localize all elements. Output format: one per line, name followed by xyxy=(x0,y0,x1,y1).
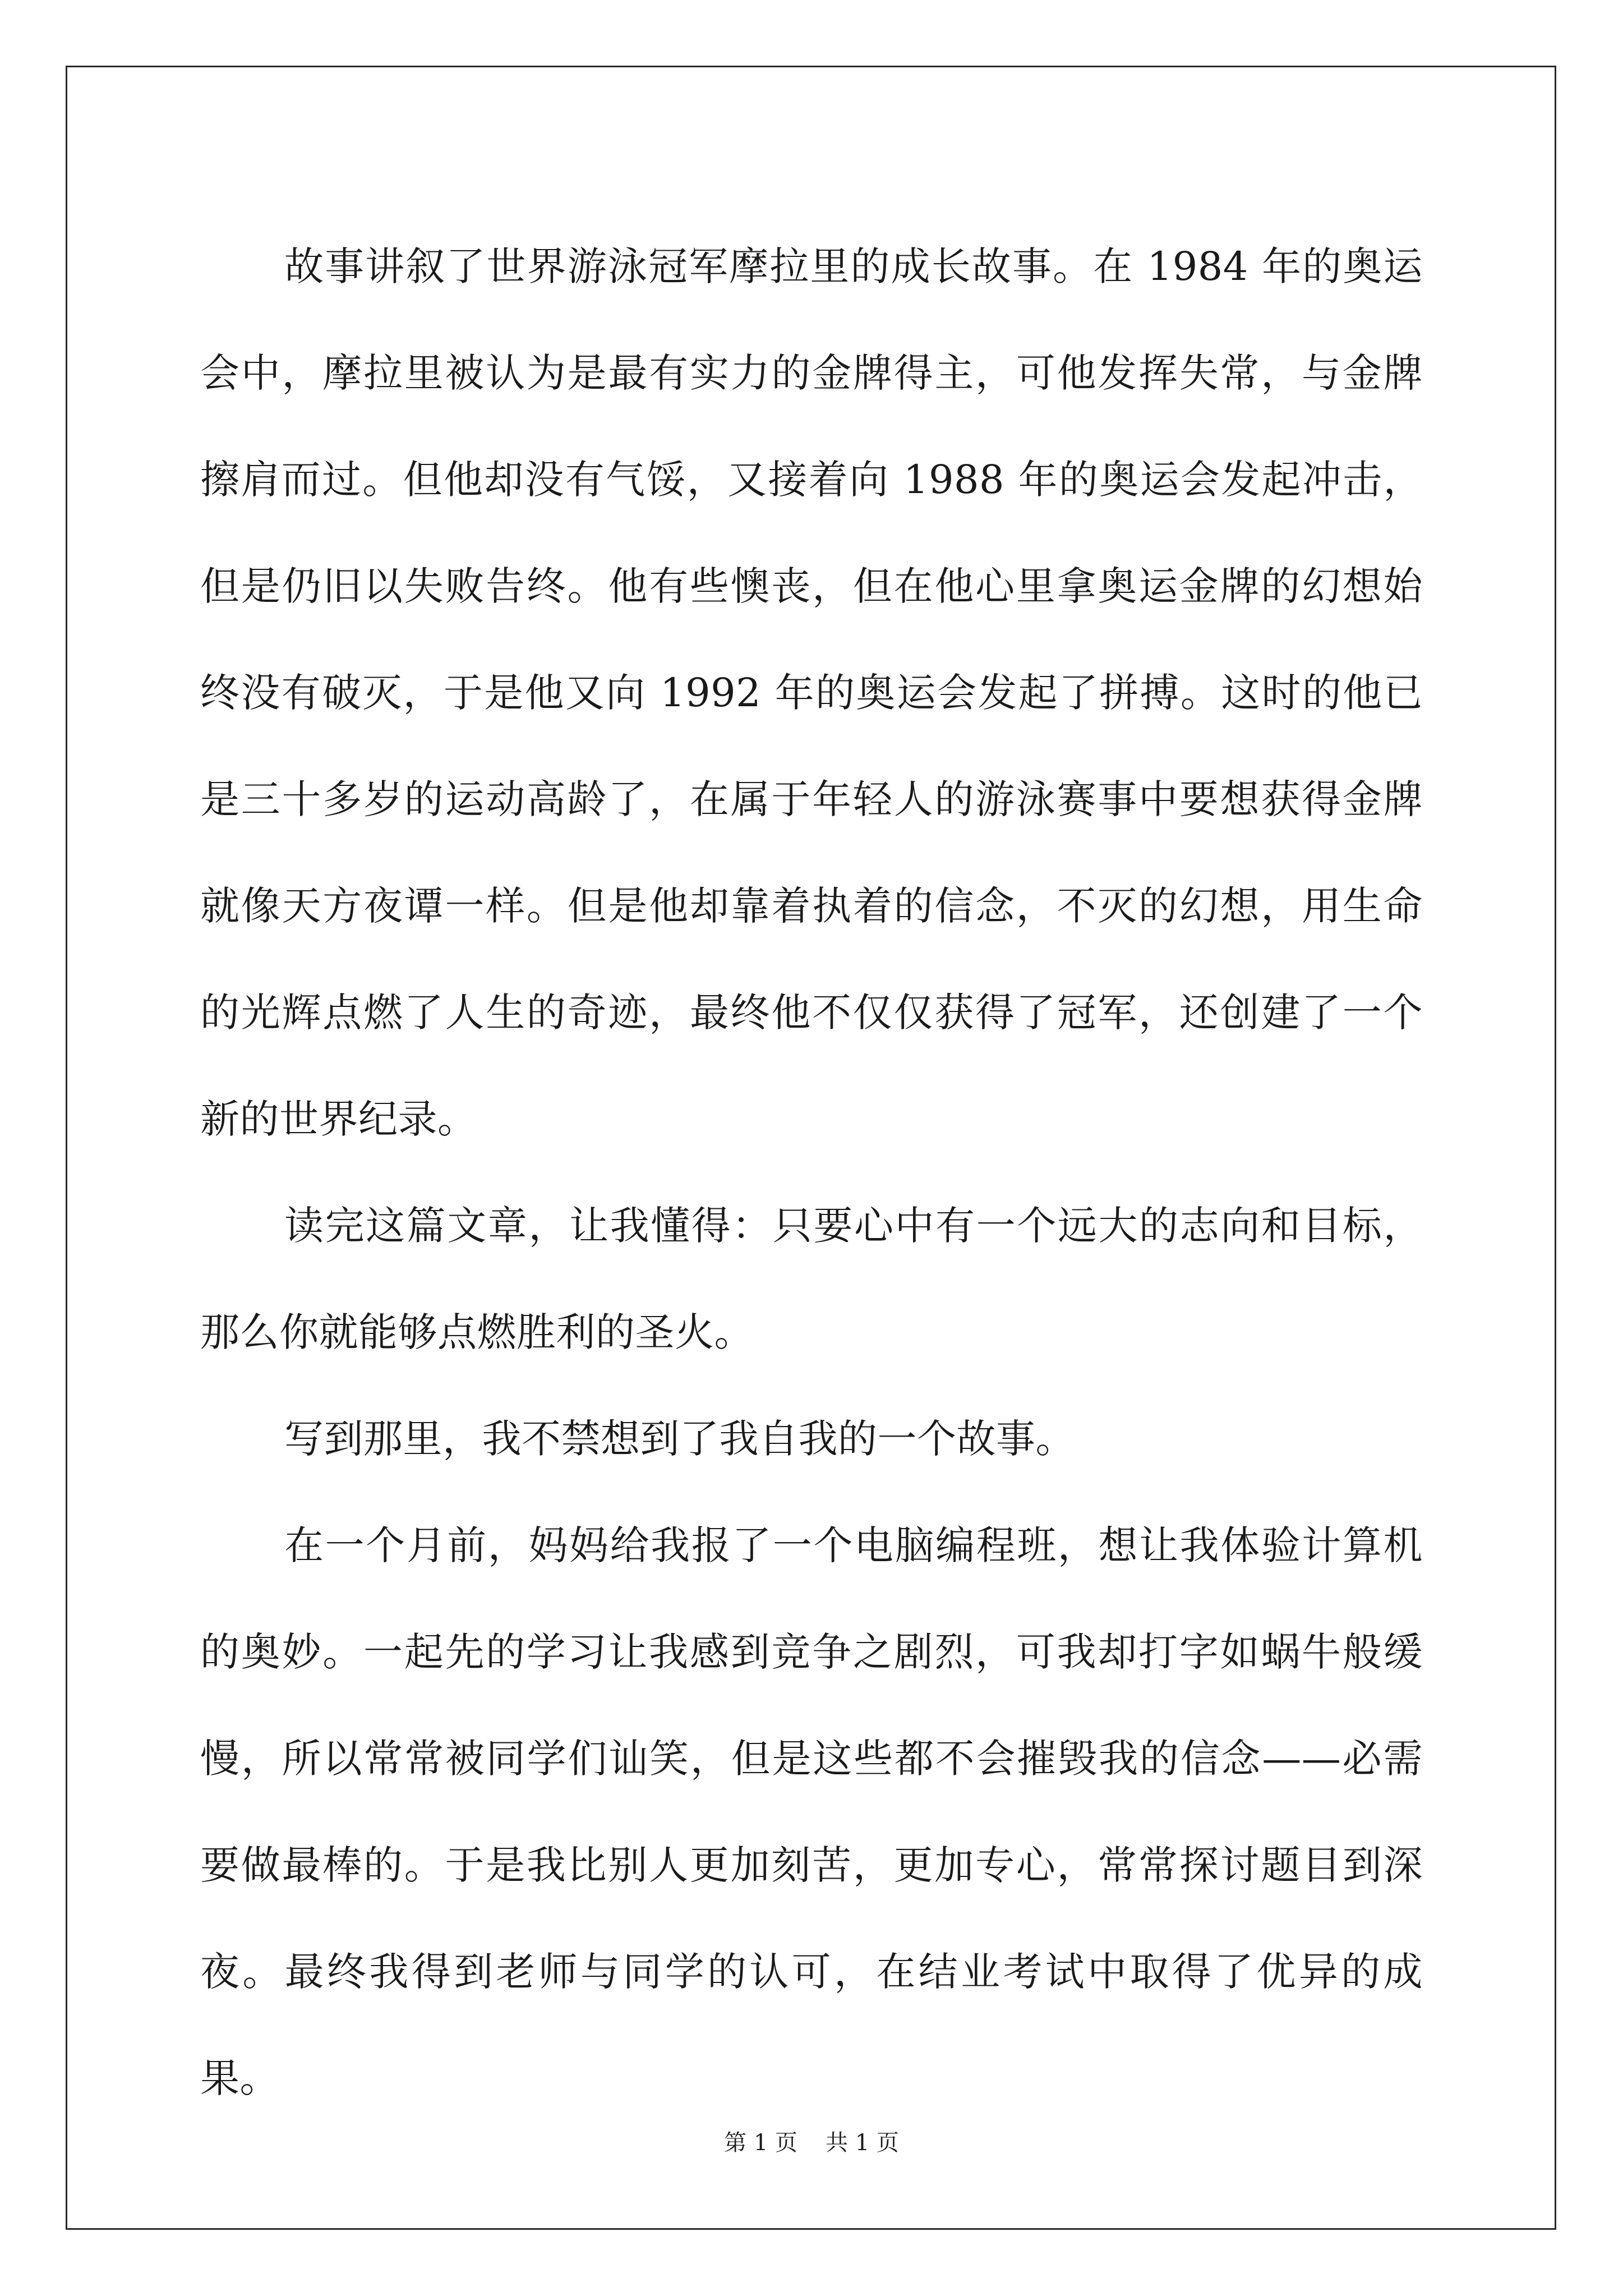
paragraph-transition: 写到那里，我不禁想到了我自我的一个故事。 xyxy=(284,1416,1075,1462)
paragraph-story: 故事讲叙了世界游泳冠军摩拉里的成长故事。在 1984 年的奥运会中，摩拉里被认为是最有实力的金牌得主，可他发挥失常，与金牌擦肩而过。但他却没有气馁，又接着向 1988 年的奥运会发起冲击，但是仍旧以失败告终。他有些懊丧，但在他心里拿奥运金牌的幻想始终没有破灭，于是他又向 1992 年的奥运会发起了拼搏。这时的他已是三十多岁的运动高龄了，在属于年轻人的游泳赛事中要想获得金牌就像天方夜谭一样。但是他却靠着执着的信念，不灭的幻想，用生命的光辉点燃了人生的奇迹，最终他不仅仅获得了冠军，还创建了一个新的世界纪录。 xyxy=(200,243,1423,1142)
paragraph-personal-story: 在一个月前，妈妈给我报了一个电脑编程班，想让我体验计算机的奥妙。一起先的学习让我感到竞争之剧烈，可我却打字如蜗牛般缓慢，所以常常被同学们讪笑，但是这些都不会摧毁我的信念——必需要做最棒的。于是我比别人更加刻苦，更加专心，常常探讨题目到深夜。最终我得到老师与同学的认可，在结业考试中取得了优异的成果。 xyxy=(200,1522,1423,2101)
page-number-total: 共 1 页 xyxy=(826,2130,899,2156)
document-body xyxy=(200,213,1423,2132)
paragraph-lesson: 读完这篇文章，让我懂得：只要心中有一个远大的志向和目标，那么你就能够点燃胜利的圣火。 xyxy=(200,1203,1423,1355)
page-number-current: 第 1 页 xyxy=(724,2130,797,2156)
page-footer xyxy=(0,2129,1623,2157)
